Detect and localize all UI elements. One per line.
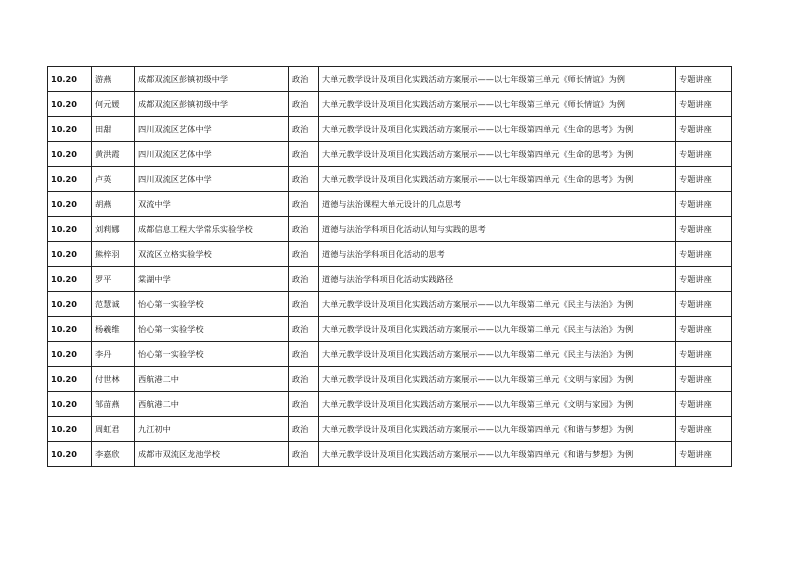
name-cell: 付世林	[92, 367, 135, 392]
subject-cell: 政治	[289, 442, 319, 467]
type-cell: 专题讲座	[676, 167, 732, 192]
lecture-schedule-table	[47, 66, 732, 467]
type-cell: 专题讲座	[676, 292, 732, 317]
schedule-body	[48, 67, 732, 467]
type-cell: 专题讲座	[676, 342, 732, 367]
table-row	[48, 392, 732, 417]
subject-cell: 政治	[289, 217, 319, 242]
topic-cell: 大单元教学设计及项目化实践活动方案展示——以九年级第二单元《民主与法治》为例	[319, 317, 676, 342]
type-cell: 专题讲座	[676, 192, 732, 217]
name-cell: 李丹	[92, 342, 135, 367]
subject-cell: 政治	[289, 242, 319, 267]
date-cell: 10.20	[48, 117, 92, 142]
school-cell: 四川双流区艺体中学	[135, 117, 289, 142]
name-cell: 何元媛	[92, 92, 135, 117]
school-cell: 双流中学	[135, 192, 289, 217]
school-cell: 四川双流区艺体中学	[135, 142, 289, 167]
subject-cell: 政治	[289, 267, 319, 292]
school-cell: 成都双流区彭镇初级中学	[135, 92, 289, 117]
school-cell: 成都信息工程大学常乐实验学校	[135, 217, 289, 242]
topic-cell: 大单元教学设计及项目化实践活动方案展示——以九年级第三单元《文明与家园》为例	[319, 367, 676, 392]
table-row	[48, 292, 732, 317]
subject-cell: 政治	[289, 317, 319, 342]
table-row	[48, 367, 732, 392]
topic-cell: 大单元教学设计及项目化实践活动方案展示——以九年级第二单元《民主与法治》为例	[319, 342, 676, 367]
subject-cell: 政治	[289, 67, 319, 92]
type-cell: 专题讲座	[676, 242, 732, 267]
school-cell: 九江初中	[135, 417, 289, 442]
name-cell: 范慧诚	[92, 292, 135, 317]
school-cell: 棠湖中学	[135, 267, 289, 292]
topic-cell: 大单元教学设计及项目化实践活动方案展示——以七年级第四单元《生命的思考》为例	[319, 167, 676, 192]
topic-cell: 大单元教学设计及项目化实践活动方案展示——以七年级第四单元《生命的思考》为例	[319, 142, 676, 167]
subject-cell: 政治	[289, 342, 319, 367]
type-cell: 专题讲座	[676, 92, 732, 117]
type-cell: 专题讲座	[676, 317, 732, 342]
type-cell: 专题讲座	[676, 117, 732, 142]
topic-cell: 大单元教学设计及项目化实践活动方案展示——以九年级第三单元《文明与家园》为例	[319, 392, 676, 417]
table-row	[48, 242, 732, 267]
name-cell: 杨羲维	[92, 317, 135, 342]
school-cell: 怡心第一实验学校	[135, 342, 289, 367]
school-cell: 西航港二中	[135, 367, 289, 392]
table-row	[48, 442, 732, 467]
name-cell: 罗平	[92, 267, 135, 292]
name-cell: 刘莉娜	[92, 217, 135, 242]
name-cell: 胡燕	[92, 192, 135, 217]
topic-cell: 大单元教学设计及项目化实践活动方案展示——以九年级第四单元《和谐与梦想》为例	[319, 442, 676, 467]
name-cell: 游燕	[92, 67, 135, 92]
table-row	[48, 267, 732, 292]
name-cell: 邹苗燕	[92, 392, 135, 417]
subject-cell: 政治	[289, 167, 319, 192]
subject-cell: 政治	[289, 142, 319, 167]
name-cell: 熊梓羽	[92, 242, 135, 267]
type-cell: 专题讲座	[676, 67, 732, 92]
school-cell: 成都市双流区龙池学校	[135, 442, 289, 467]
school-cell: 四川双流区艺体中学	[135, 167, 289, 192]
subject-cell: 政治	[289, 292, 319, 317]
type-cell: 专题讲座	[676, 217, 732, 242]
name-cell: 卢英	[92, 167, 135, 192]
topic-cell: 道德与法治学科项目化活动认知与实践的思考	[319, 217, 676, 242]
school-cell: 西航港二中	[135, 392, 289, 417]
date-cell: 10.20	[48, 192, 92, 217]
subject-cell: 政治	[289, 367, 319, 392]
name-cell: 周虹君	[92, 417, 135, 442]
subject-cell: 政治	[289, 392, 319, 417]
table-row	[48, 142, 732, 167]
type-cell: 专题讲座	[676, 267, 732, 292]
topic-cell: 大单元教学设计及项目化实践活动方案展示——以九年级第四单元《和谐与梦想》为例	[319, 417, 676, 442]
school-cell: 怡心第一实验学校	[135, 292, 289, 317]
date-cell: 10.20	[48, 392, 92, 417]
name-cell: 黄洪霞	[92, 142, 135, 167]
date-cell: 10.20	[48, 217, 92, 242]
topic-cell: 大单元教学设计及项目化实践活动方案展示——以九年级第二单元《民主与法治》为例	[319, 292, 676, 317]
subject-cell: 政治	[289, 417, 319, 442]
subject-cell: 政治	[289, 117, 319, 142]
name-cell: 田甜	[92, 117, 135, 142]
table-row	[48, 167, 732, 192]
topic-cell: 道德与法治课程大单元设计的几点思考	[319, 192, 676, 217]
type-cell: 专题讲座	[676, 367, 732, 392]
date-cell: 10.20	[48, 292, 92, 317]
subject-cell: 政治	[289, 192, 319, 217]
type-cell: 专题讲座	[676, 392, 732, 417]
date-cell: 10.20	[48, 67, 92, 92]
table-row	[48, 317, 732, 342]
type-cell: 专题讲座	[676, 142, 732, 167]
table-row	[48, 342, 732, 367]
date-cell: 10.20	[48, 142, 92, 167]
type-cell: 专题讲座	[676, 417, 732, 442]
type-cell: 专题讲座	[676, 442, 732, 467]
topic-cell: 道德与法治学科项目化活动实践路径	[319, 267, 676, 292]
school-cell: 成都双流区彭镇初级中学	[135, 67, 289, 92]
table-row	[48, 117, 732, 142]
table-row	[48, 217, 732, 242]
date-cell: 10.20	[48, 417, 92, 442]
table-row	[48, 92, 732, 117]
topic-cell: 大单元教学设计及项目化实践活动方案展示——以七年级第四单元《生命的思考》为例	[319, 117, 676, 142]
table-row	[48, 67, 732, 92]
date-cell: 10.20	[48, 167, 92, 192]
topic-cell: 大单元教学设计及项目化实践活动方案展示——以七年级第三单元《师长情谊》为例	[319, 67, 676, 92]
date-cell: 10.20	[48, 242, 92, 267]
topic-cell: 道德与法治学科项目化活动的思考	[319, 242, 676, 267]
topic-cell: 大单元教学设计及项目化实践活动方案展示——以七年级第三单元《师长情谊》为例	[319, 92, 676, 117]
school-cell: 怡心第一实验学校	[135, 317, 289, 342]
school-cell: 双流区立格实验学校	[135, 242, 289, 267]
date-cell: 10.20	[48, 92, 92, 117]
table-row	[48, 192, 732, 217]
date-cell: 10.20	[48, 267, 92, 292]
name-cell: 李嘉欣	[92, 442, 135, 467]
date-cell: 10.20	[48, 317, 92, 342]
date-cell: 10.20	[48, 442, 92, 467]
date-cell: 10.20	[48, 342, 92, 367]
date-cell: 10.20	[48, 367, 92, 392]
table-row	[48, 417, 732, 442]
subject-cell: 政治	[289, 92, 319, 117]
